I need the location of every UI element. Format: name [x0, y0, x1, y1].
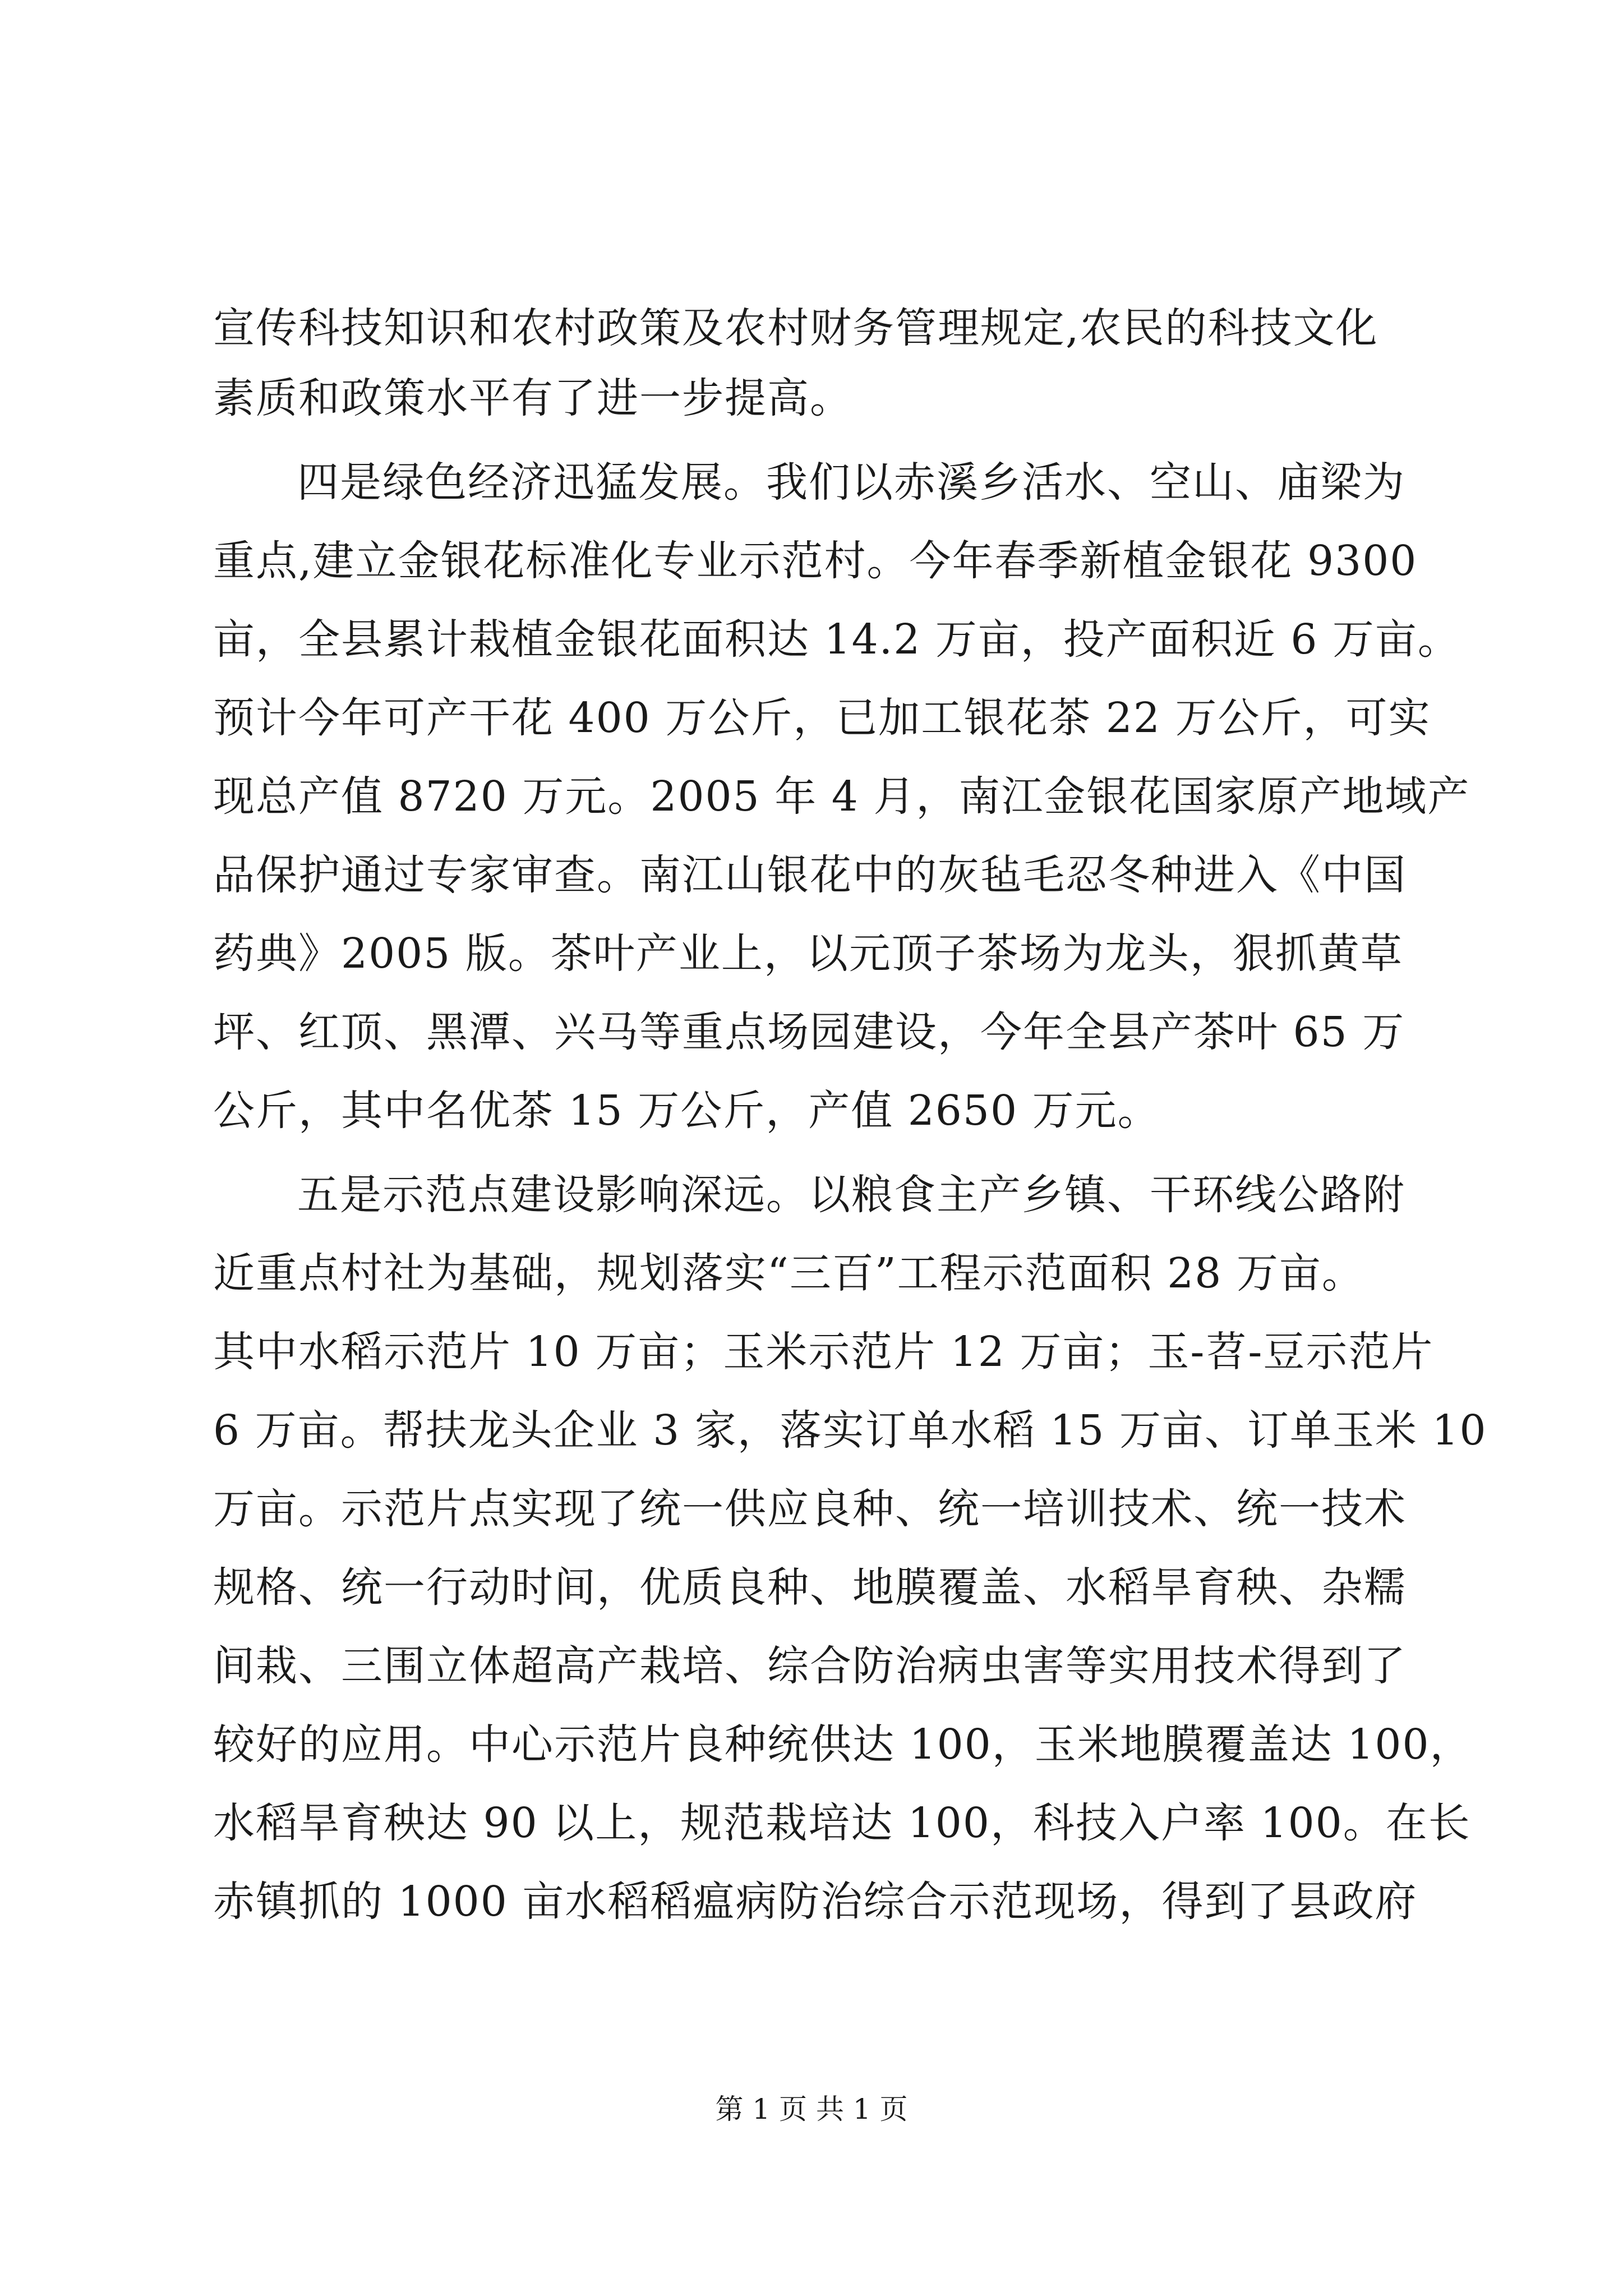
text-line: 其中水稻示范片 10 万亩；玉米示范片 12 万亩；玉-苕-豆示范片 — [213, 1328, 1434, 1376]
text-line: 间栽、三围立体超高产栽培、综合防治病虫害等实用技术得到了 — [213, 1642, 1407, 1690]
text-line: 水稻旱育秧达 90 以上，规范栽培达 100，科技入户率 100。在长 — [213, 1799, 1471, 1847]
text-line: 坪、红顶、黑潭、兴马等重点场园建设，今年全县产茶叶 65 万 — [213, 1008, 1405, 1056]
paragraph-start-line: 四是绿色经济迅猛发展。我们以赤溪乡活水、空山、庙梁为 — [297, 458, 1405, 507]
text-line: 赤镇抓的 1000 亩水稻稻瘟病防治综合示范现场，得到了县政府 — [213, 1878, 1418, 1926]
text-line: 素质和政策水平有了进一步提高。 — [213, 374, 852, 422]
text-line: 品保护通过专家审查。南江山银花中的灰毡毛忍冬种进入《中国 — [213, 851, 1407, 899]
text-line: 亩，全县累计栽植金银花面积达 14.2 万亩，投产面积近 6 万亩。 — [213, 615, 1460, 664]
page-footer: 第 1 页 共 1 页 — [715, 2093, 908, 2125]
text-line: 规格、统一行动时间，优质良种、地膜覆盖、水稻旱育秧、杂糯 — [213, 1563, 1407, 1612]
paragraph-start-line: 五是示范点建设影响深远。以粮食主产乡镇、干环线公路附 — [297, 1171, 1405, 1219]
text-line: 预计今年可产干花 400 万公斤，已加工银花茶 22 万公斤，可实 — [213, 694, 1431, 742]
text-line: 现总产值 8720 万元。2005 年 4 月，南江金银花国家原产地域产 — [213, 772, 1470, 821]
text-line: 万亩。示范片点实现了统一供应良种、统一培训技术、统一技术 — [213, 1485, 1407, 1533]
text-line: 重点,建立金银花标准化专业示范村。今年春季新植金银花 9300 — [213, 537, 1418, 585]
text-line: 6 万亩。帮扶龙头企业 3 家，落实订单水稻 15 万亩、订单玉米 10 — [213, 1406, 1487, 1455]
text-line: 较好的应用。中心示范片良种统供达 100，玉米地膜覆盖达 100， — [213, 1720, 1473, 1769]
text-line: 公斤，其中名优茶 15 万公斤，产值 2650 万元。 — [213, 1087, 1160, 1135]
text-line: 宣传科技知识和农村政策及农村财务管理规定,农民的科技文化 — [213, 304, 1378, 352]
text-line: 近重点村社为基础，规划落实“三百”工程示范面积 28 万亩。 — [213, 1249, 1364, 1297]
text-line: 药典》2005 版。茶叶产业上，以元顶子茶场为龙头，狠抓黄草 — [213, 930, 1403, 978]
